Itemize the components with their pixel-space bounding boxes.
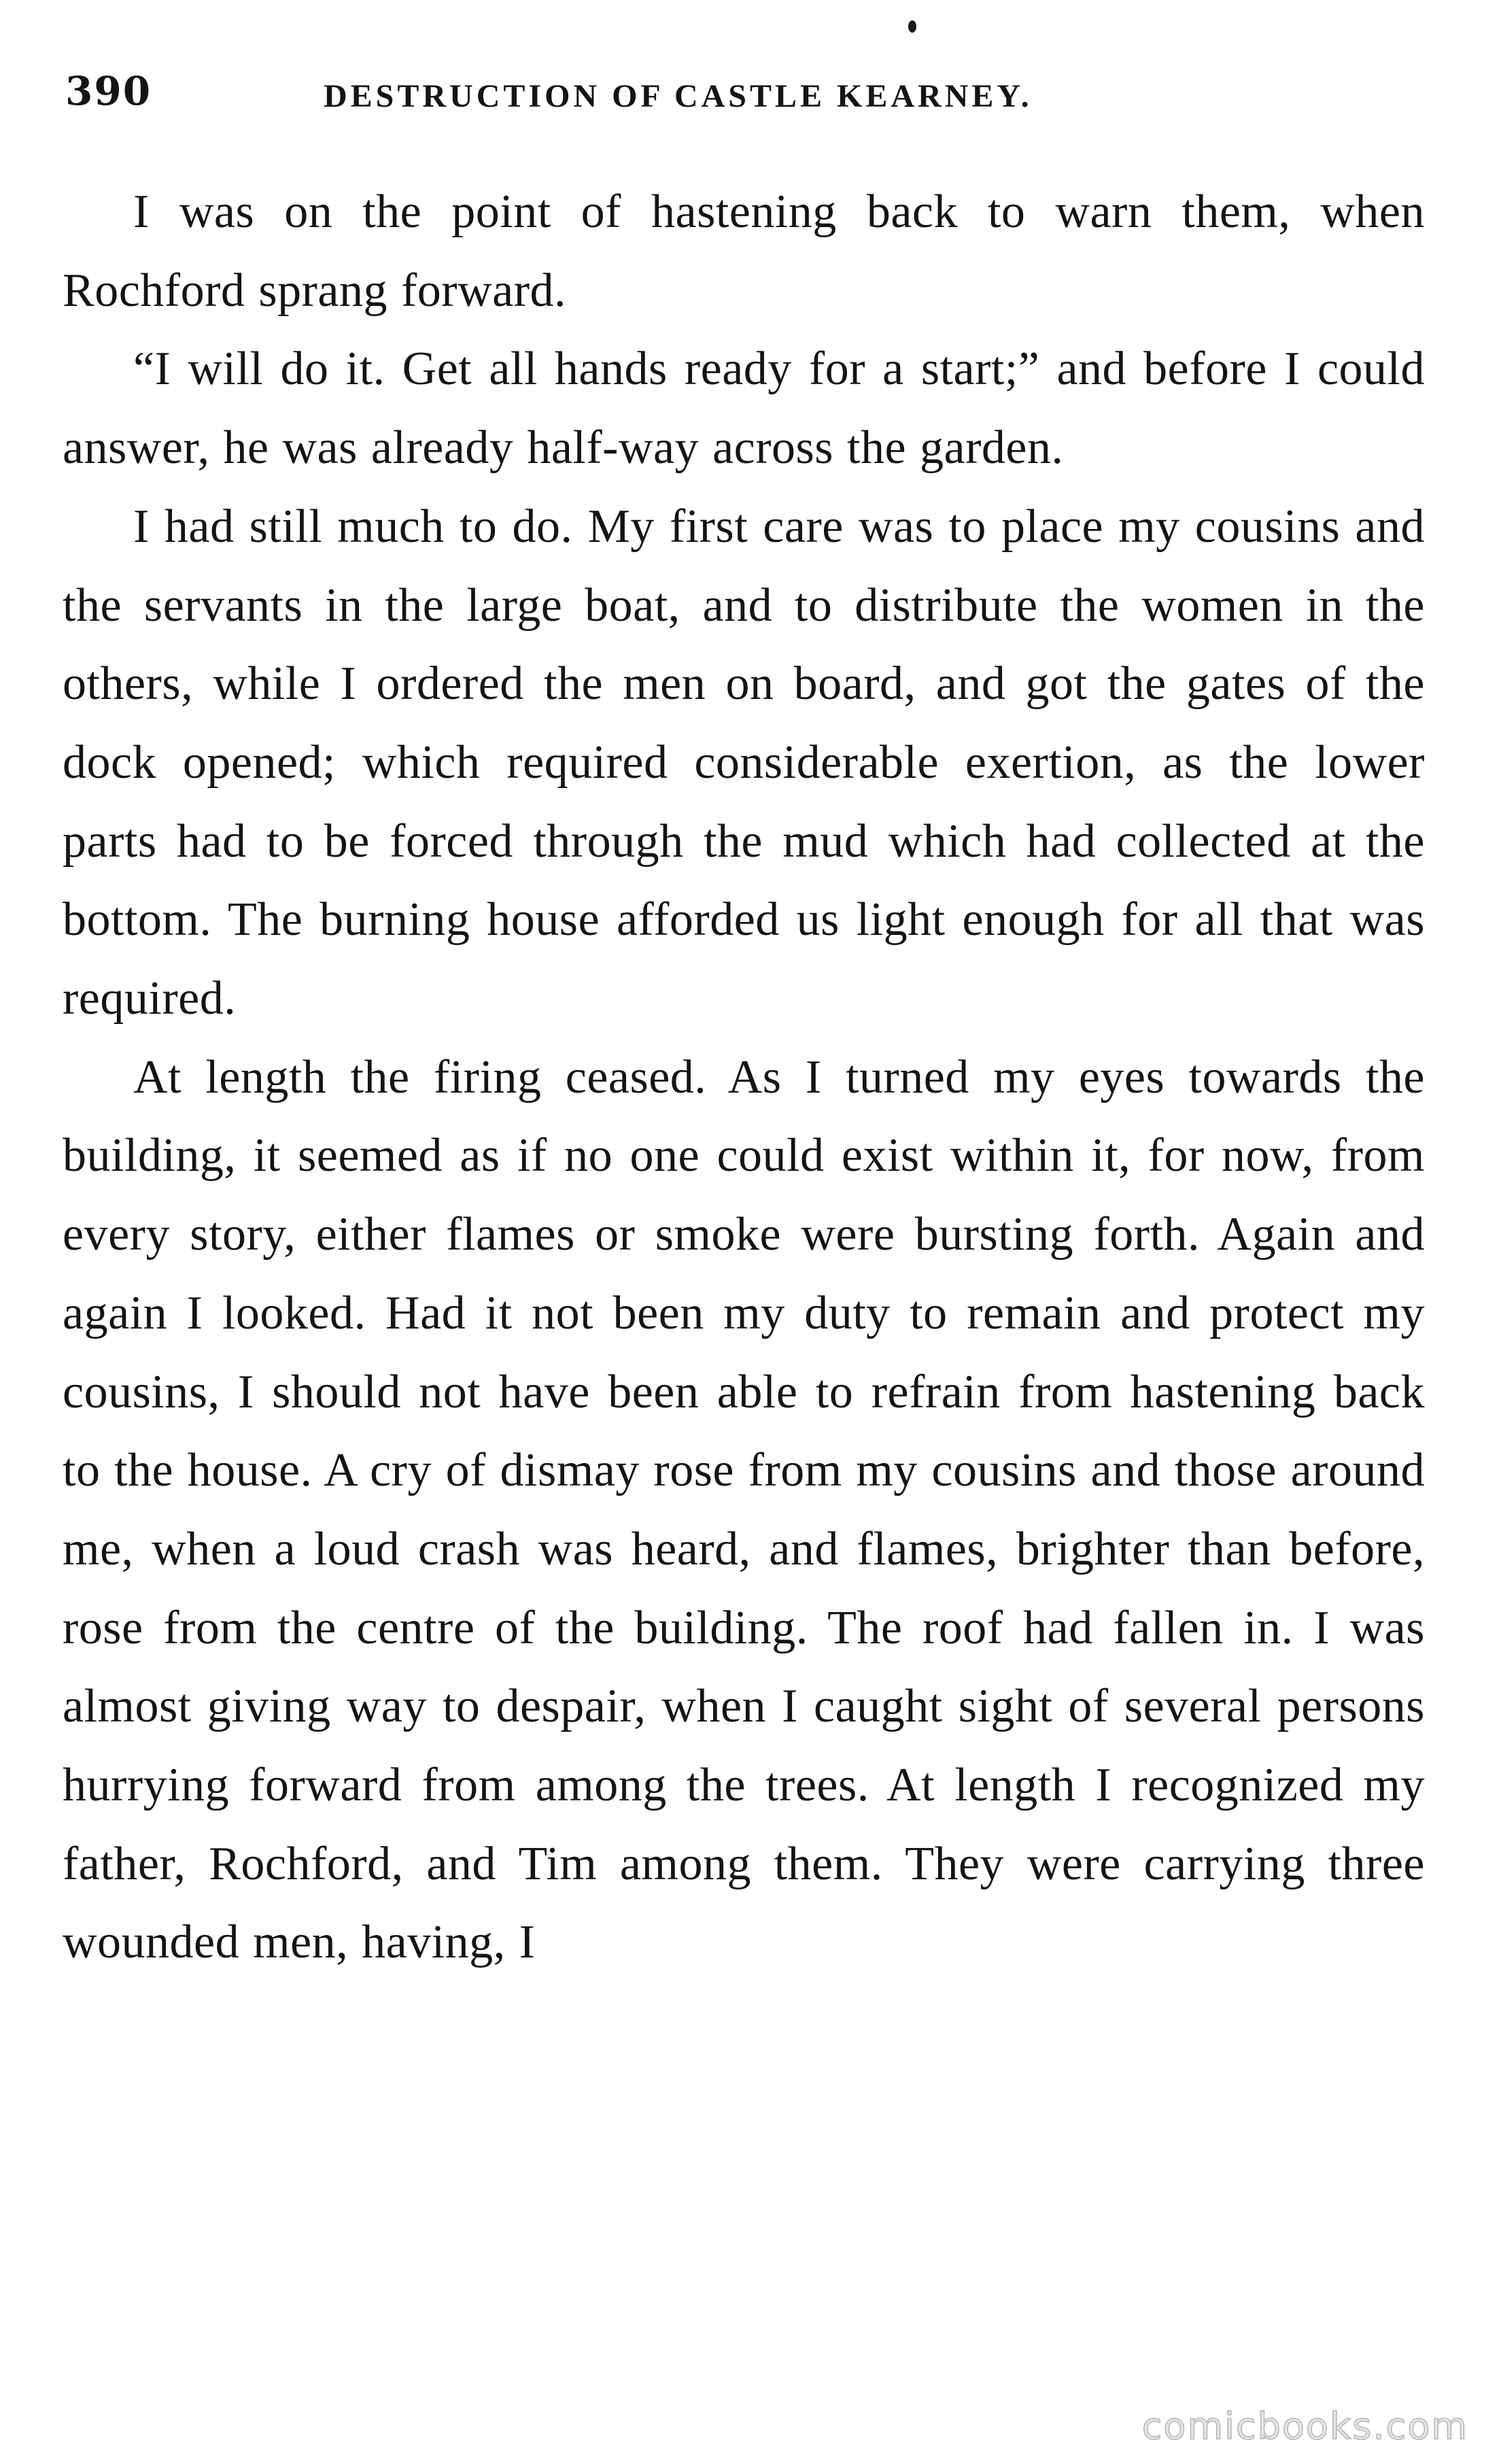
watermark: comicbooks.com xyxy=(1141,2405,1468,2448)
paragraph-2: “I will do it. Get all hands ready for a start;” and before I could answer, he was already half-way across the garden. xyxy=(63,343,1425,475)
paragraph-3: I had still much to do. My first care was to place my cousins and the servants in the large boat, and to distribute the women in the others, while I ordered the men on board, and got the gates of the dock opened; which required considerable exertion, as the lower parts had to be forced through the mud which had collected at the bottom. The burning house afforded us light enough for all that was required. xyxy=(63,500,1425,1025)
ink-speck xyxy=(908,20,916,33)
running-title: DESTRUCTION OF CASTLE KEARNEY. xyxy=(324,78,1033,114)
body-text xyxy=(63,173,1425,1982)
page-header xyxy=(65,68,1432,129)
paragraph-1: I was on the point of hastening back to warn them, when Rochford sprang forward. xyxy=(63,186,1425,317)
page-number: 390 xyxy=(65,68,152,114)
paragraph-4: At length the firing ceased. As I turned my eyes towards the building, it seemed as if no one could exist within it, for now, from every story, either flames or smoke were bursting forth. Again and again I looked. Had it not been my duty to remain and protect my cousins, I should not have been able to refrain from hastening back to the house. A cry of dismay rose from my cousins and those around me, when a loud crash was heard, and flames, brighter than before, rose from the centre of the building. The roof had fallen in. I was almost giving way to despair, when I caught sight of several persons hurrying forward from among the trees. At length I recognized my father, Rochford, and Tim among them. They were carrying three wounded men, having, I xyxy=(63,1050,1425,1969)
